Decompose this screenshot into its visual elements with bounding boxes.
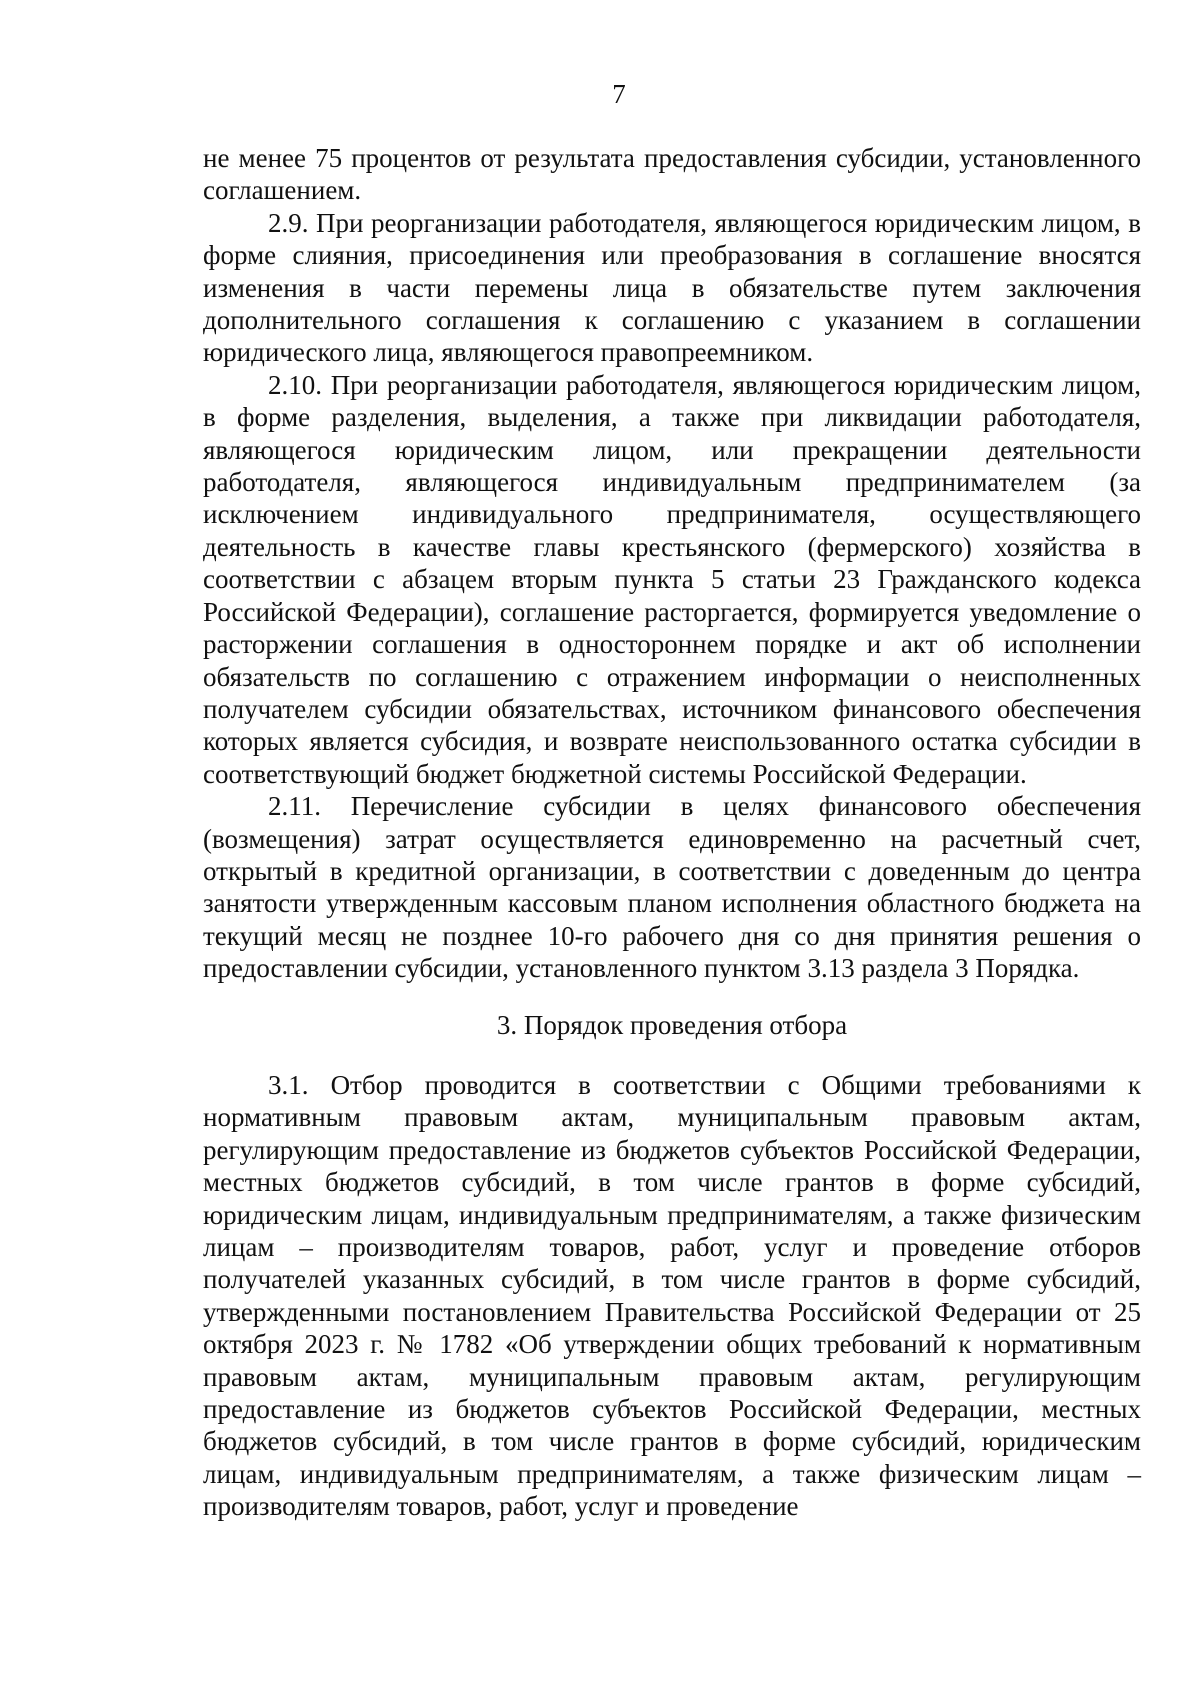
paragraph-2-11: 2.11. Перечисление субсидии в целях финансового обеспечения (возмещения) затрат осуществляется единовременно на расчетный счет, открытый в кредитной организации, в соответствии с доведенным до центра занятости утвержденным кассовым планом исполнения областного бюджета на текущий месяц не позднее 10-го рабочего дня со дня принятия решения о предоставлении субсидии, установленного пунктом 3.13 раздела 3 Порядка. [203,791,1141,984]
paragraph-2-9: 2.9. При реорганизации работодателя, являющегося юридическим лицом, в форме слияния, присоединения или преобразования в соглашение вносятся изменения в части перемены лица в обязательстве путем заключения дополнительного соглашения к соглашению с указанием в соглашении юридического лица, являющегося правопреемником. [203,207,1141,368]
document-body [203,142,1141,1523]
paragraph-2-10: 2.10. При реорганизации работодателя, являющегося юридическим лицом, в форме разделения, выделения, а также при ликвидации работодателя, являющегося юридическим лицом, или прекращении деятельности работодателя, являющегося индивидуальным предпринимателем (за исключением индивидуального предпринимателя, осуществляющего деятельность в качестве главы крестьянского (фермерского) хозяйства в соответствии с абзацем вторым пункта 5 статьи 23 Гражданского кодекса Российской Федерации), соглашение расторгается, формируется уведомление о расторжении соглашения в одностороннем порядке и акт об исполнении обязательств по соглашению с отражением информации о неисполненных получателем субсидии обязательствах, источником финансового обеспечения которых является субсидия, и возврате неиспользованного остатка субсидии в соответствующий бюджет бюджетной системы Российской Федерации. [203,369,1141,789]
paragraph-continuation: не менее 75 процентов от результата предоставления субсидии, установленного соглашением. [203,143,1141,206]
page-number: 7 [612,79,626,109]
section-3-heading: 3. Порядок проведения отбора [496,1009,848,1040]
paragraph-3-1: 3.1. Отбор проводится в соответствии с Общими требованиями к нормативным правовым актам, муниципальным правовым актам, регулирующим предоставление из бюджетов субъектов Российской Федерации, местных бюджетов субсидий, в том числе грантов в форме субсидий, юридическим лицам, индивидуальным предпринимателям, а также физическим лицам – производителям товаров, работ, услуг и проведение отборов получателей указанных субсидий, в том числе грантов в форме субсидий, утвержденными постановлением Правительства Российской Федерации от 25 октября 2023 г. № 1782 «Об утверждении общих требований к нормативным правовым актам, муниципальным правовым актам, регулирующим предоставление из бюджетов субъектов Российской Федерации, местных бюджетов субсидий, в том числе грантов в форме субсидий, юридическим лицам, индивидуальным предпринимателям, а также физическим лицам – производителям товаров, работ, услуг и проведение [203,1069,1141,1522]
